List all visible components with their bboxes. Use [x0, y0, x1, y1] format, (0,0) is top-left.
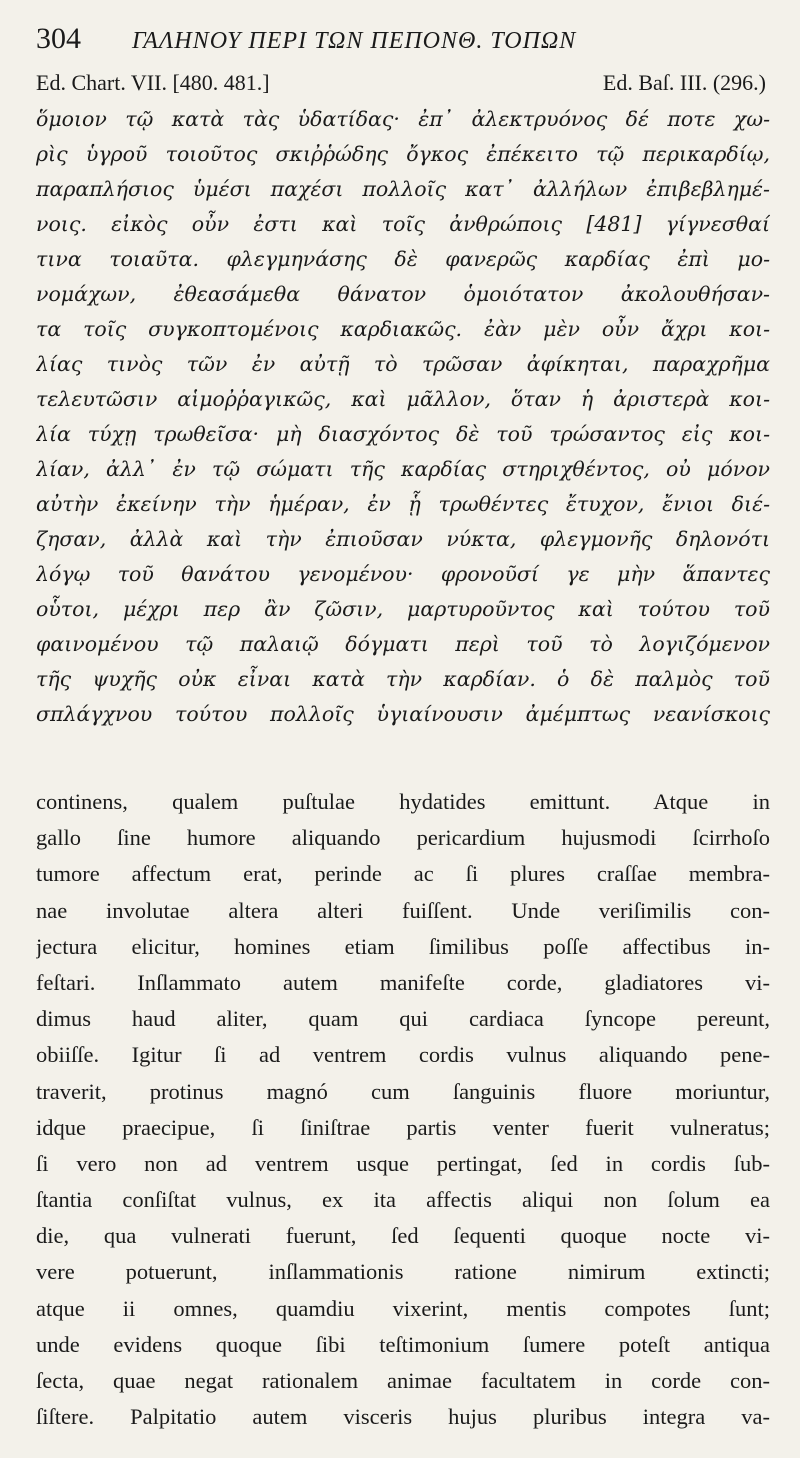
greek-line: αὐτὴν ἐκείνην τὴν ἡμέραν, ἐν ᾗ τρωθέντες ἔτυχον, ἔνιοι διέ- [36, 492, 770, 516]
latin-line: gallo ſine humore aliquando pericardium hujusmodi ſcirrhoſo [36, 825, 770, 851]
greek-line: τελευτῶσιν αἱμοῤῥαγικῶς, καὶ μᾶλλον, ὅταν ἡ ἀριστερὰ κοι- [36, 387, 770, 411]
latin-line: die, qua vulnerati fuerunt, ſed ſequenti quoque nocte vi- [36, 1223, 770, 1249]
latin-line: ſiſtere. Palpitatio autem visceris hujus pluribus integra va- [36, 1404, 770, 1430]
latin-line: feſtari. Inſlammato autem manifeſte corde, gladiatores vi- [36, 969, 770, 995]
latin-line: ſtantia conſiſtat vulnus, ex ita affectis aliqui non ſolum ea [36, 1187, 770, 1213]
latin-line: unde evidens quoque ſibi teſtimonium ſumere poteſt antiqua [36, 1331, 770, 1357]
latin-line: atque ii omnes, quamdiu vixerint, mentis compotes ſunt; [36, 1295, 770, 1321]
latin-line: continens, qualem puſtulae hydatides emittunt. Atque in [36, 789, 770, 814]
latin-line: nae involutae altera alteri fuiſſent. Unde veriſimilis con- [36, 897, 770, 923]
latin-line: traverit, protinus magnó cum ſanguinis fluore moriuntur, [36, 1078, 770, 1104]
latin-line: idque praecipue, ſi ſiniſtrae partis venter fuerit vulneratus; [36, 1114, 770, 1140]
greek-line: λόγῳ τοῦ θανάτου γενομένου· φρονοῦσί γε μὴν ἅπαντες [36, 562, 770, 586]
greek-line: ρὶς ὑγροῦ τοιοῦτος σκιῤῥώδης ὄγκος ἐπέκειτο τῷ περικαρδίῳ, [36, 142, 770, 166]
greek-line: λία τύχῃ τρωθεῖσα· μὴ διασχόντος δὲ τοῦ τρώσαντος εἰς κοι- [36, 422, 770, 446]
greek-line: φαινομένου τῷ παλαιῷ δόγματι περὶ τοῦ τὸ λογιζόμενον [36, 632, 770, 656]
greek-line: λίας τινὸς τῶν ἐν αὐτῇ τὸ τρῶσαν ἀφίκηται, παραχρῆμα [36, 352, 770, 376]
greek-line: τῆς ψυχῆς οὐκ εἶναι κατὰ τὴν καρδίαν. ὁ δὲ παλμὸς τοῦ [36, 667, 770, 691]
greek-line: ὅμοιον τῷ κατὰ τὰς ὑδατίδας· ἐπ᾽ ἀλεκτρυόνος δέ ποτε χω- [36, 107, 770, 131]
greek-line: νοις. εἰκὸς οὖν ἐστι καὶ τοῖς ἀνθρώποις [481] γίγνεσθαί [36, 212, 770, 236]
latin-line: vere potuerunt, inſlammationis ratione nimirum extincti; [36, 1259, 770, 1285]
greek-line: τα τοῖς συγκοπτομένοις καρδιακῶς. ἐὰν μὲν οὖν ἄχρι κοι- [36, 317, 770, 341]
greek-line: σπλάγχνου τούτου πολλοῖς ὑγιαίνουσιν ἀμέμπτως νεανίσκοις [36, 702, 770, 726]
greek-line: ζησαν, ἀλλὰ καὶ τὴν ἐπιοῦσαν νύκτα, φλεγμονῆς δηλονότι [36, 527, 770, 551]
greek-line: τινα τοιαῦτα. φλεγμηνάσης δὲ φανερῶς καρδίας ἐπὶ μο- [36, 247, 770, 271]
latin-line: obiiſſe. Igitur ſi ad ventrem cordis vulnus aliquando pene- [36, 1042, 770, 1068]
running-head [36, 22, 770, 68]
page-number: 304 [36, 22, 81, 55]
edition-basel: Ed. Baſ. III. (296.) [602, 70, 766, 95]
greek-line: παραπλήσιος ὑμέσι παχέσι πολλοῖς κατ᾽ ἀλλήλων ἐπιβεβλημέ- [36, 177, 770, 201]
latin-line: tumore affectum erat, perinde ac ſi plures craſſae membra- [36, 861, 770, 887]
section-gap [36, 732, 770, 784]
greek-line: νομάχων, ἐθεασάμεθα θάνατον ὁμοιότατον ἀκολουθήσαν- [36, 282, 770, 306]
latin-line: dimus haud aliter, quam qui cardiaca ſyncope pereunt, [36, 1006, 770, 1032]
running-title: ΓΑΛΗΝΟΥ ΠΕΡΙ ΤΩΝ ΠΕΠΟΝΘ. ΤΟΠΩΝ [132, 28, 577, 54]
greek-line: λίαν, ἀλλ᾽ ἐν τῷ σώματι τῆς καρδίας στηριχθέντος, οὐ μόνον [36, 457, 770, 481]
latin-line: ſi vero non ad ventrem usque pertingat, ſed in cordis ſub- [36, 1150, 770, 1176]
edition-references [36, 70, 770, 100]
greek-line: οὗτοι, μέχρι περ ἂν ζῶσιν, μαρτυροῦντος καὶ τούτου τοῦ [36, 597, 770, 621]
greek-text [36, 102, 770, 732]
latin-line: jectura elicitur, homines etiam ſimilibus poſſe affectibus in- [36, 933, 770, 959]
edition-chartier: Ed. Chart. VII. [480. 481.] [36, 70, 270, 95]
latin-line: ſecta, quae negat rationalem animae facultatem in corde con- [36, 1368, 770, 1393]
latin-text [36, 784, 770, 1435]
